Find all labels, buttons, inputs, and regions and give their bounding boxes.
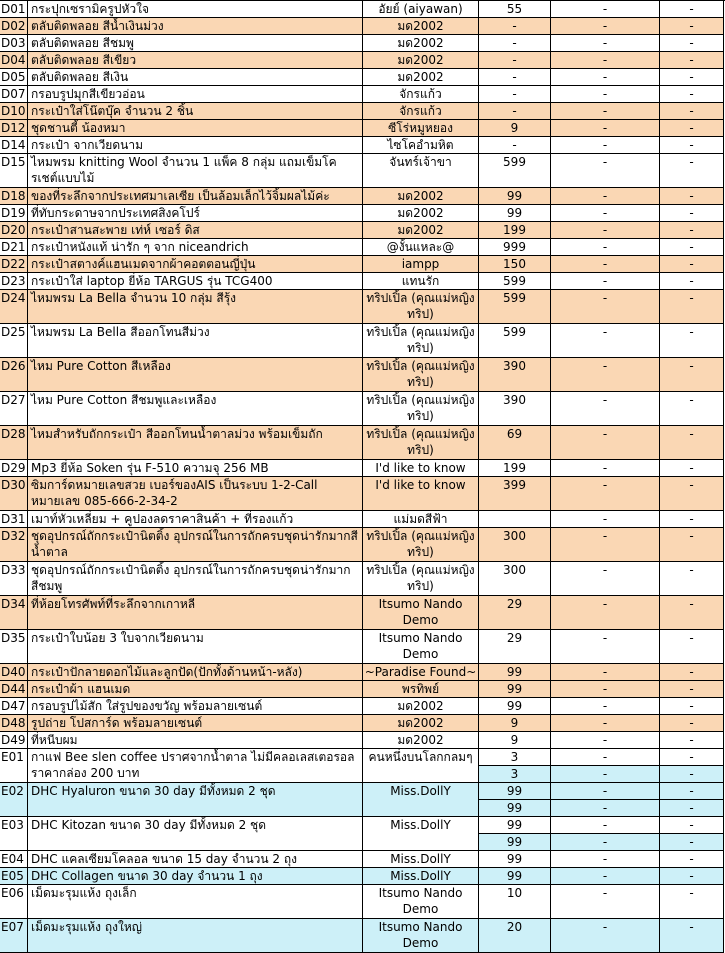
price-cell: 99 xyxy=(479,205,551,222)
item-description-cell: กระเป๋าใส่โน๊ตบุ๊ค จำนวน 2 ชิ้น xyxy=(28,103,363,120)
price-cell: 599 xyxy=(479,273,551,290)
status-cell: - xyxy=(551,273,660,290)
table-row xyxy=(0,885,725,919)
seller-cell: Miss.DollY xyxy=(363,817,479,851)
note-cell: - xyxy=(660,1,724,18)
price-cell: 9 xyxy=(479,732,551,749)
item-description-cell: กระเป๋าสานสะพาย เท่ห์ เซอร์ ดิส xyxy=(28,222,363,239)
table-row xyxy=(0,698,725,715)
price-cell xyxy=(479,817,551,851)
price-cell: 99 xyxy=(479,664,551,681)
seller-cell: Miss.DollY xyxy=(363,851,479,868)
table-row xyxy=(0,256,725,273)
note-cell-bottom: - xyxy=(660,834,723,851)
table-row xyxy=(0,273,725,290)
item-description-cell: ซิมการ์ดหมายเลขสวย เบอร์ของAIS เป็นระบบ 1-2-Call หมายเลข 085-666-2-34-2 xyxy=(28,477,363,511)
price-cell: 599 xyxy=(479,290,551,324)
note-cell xyxy=(660,783,724,817)
price-cell: - xyxy=(479,137,551,154)
item-code-cell: D19 xyxy=(0,205,28,222)
table-row xyxy=(0,732,725,749)
table-row xyxy=(0,120,725,137)
item-code-cell: D23 xyxy=(0,273,28,290)
item-description-cell: กระเป๋าใส่ laptop ยี่ห้อ TARGUS รุ่น TCG400 xyxy=(28,273,363,290)
note-cell: - xyxy=(660,715,724,732)
price-cell: 199 xyxy=(479,460,551,477)
seller-cell: Itsumo Nando Demo xyxy=(363,596,479,630)
table-row xyxy=(0,52,725,69)
note-cell: - xyxy=(660,596,724,630)
status-cell: - xyxy=(551,137,660,154)
status-cell: - xyxy=(551,1,660,18)
status-cell: - xyxy=(551,630,660,664)
status-cell: - xyxy=(551,52,660,69)
table-row xyxy=(0,137,725,154)
item-code-cell: D24 xyxy=(0,290,28,324)
item-code-cell: D48 xyxy=(0,715,28,732)
seller-cell: จักรแก้ว xyxy=(363,86,479,103)
note-cell: - xyxy=(660,273,724,290)
price-cell: 99 xyxy=(479,851,551,868)
item-description-cell: กระปุกเซรามิครูปหัวใจ xyxy=(28,1,363,18)
table-row xyxy=(0,222,725,239)
price-cell: - xyxy=(479,69,551,86)
price-cell: 9 xyxy=(479,120,551,137)
seller-cell: มด2002 xyxy=(363,698,479,715)
item-code-cell: D10 xyxy=(0,103,28,120)
status-cell: - xyxy=(551,562,660,596)
price-cell: 390 xyxy=(479,392,551,426)
seller-cell: @งั้นแหละ@ xyxy=(363,239,479,256)
table-row xyxy=(0,528,725,562)
table-row xyxy=(0,358,725,392)
table-row xyxy=(0,18,725,35)
seller-cell: Itsumo Nando Demo xyxy=(363,885,479,919)
price-cell: 20 xyxy=(479,919,551,953)
table-row xyxy=(0,562,725,596)
status-cell xyxy=(551,783,660,817)
item-code-cell: D27 xyxy=(0,392,28,426)
note-cell: - xyxy=(660,154,724,188)
table-row xyxy=(0,817,725,851)
item-code-cell: D35 xyxy=(0,630,28,664)
item-code-cell: D05 xyxy=(0,69,28,86)
seller-cell: มด2002 xyxy=(363,715,479,732)
item-code-cell: D03 xyxy=(0,35,28,52)
price-cell: 599 xyxy=(479,324,551,358)
item-code-cell: D18 xyxy=(0,188,28,205)
price-cell: 29 xyxy=(479,596,551,630)
status-cell: - xyxy=(551,120,660,137)
price-cell-top: 3 xyxy=(479,749,550,766)
item-description-cell: กาแฟ Bee slen coffee ปราศจากน้ำตาล ไม่มีคลอเลสเตอรอล ราคากล่อง 200 บาท xyxy=(28,749,363,783)
note-cell: - xyxy=(660,477,724,511)
item-code-cell: D47 xyxy=(0,698,28,715)
item-description-cell: ชุดอุปกรณ์ถักกระเป๋านิตติ้ง อุปกรณ์ในการถักครบชุดน่ารักมากสีน้ำตาล xyxy=(28,528,363,562)
item-description-cell: กระเป๋าปักลายดอกไม้และลูกปัด(ปักทั้งด้านหน้า-หลัง) xyxy=(28,664,363,681)
note-cell: - xyxy=(660,630,724,664)
status-cell: - xyxy=(551,35,660,52)
status-cell: - xyxy=(551,154,660,188)
table-row xyxy=(0,851,725,868)
note-cell: - xyxy=(660,52,724,69)
item-description-cell: DHC Kitozan ขนาด 30 day มีทั้งหมด 2 ชุด xyxy=(28,817,363,851)
table-row xyxy=(0,239,725,256)
seller-cell: มด2002 xyxy=(363,732,479,749)
item-description-cell: กรอบรูปไม้สัก ใส่รูปของขวัญ พร้อมลายเซนต์ xyxy=(28,698,363,715)
seller-cell: มด2002 xyxy=(363,35,479,52)
item-code-cell: D30 xyxy=(0,477,28,511)
note-cell-top: - xyxy=(660,783,723,800)
seller-cell: มด2002 xyxy=(363,69,479,86)
price-cell xyxy=(479,783,551,817)
seller-cell: ทริปเปิ้ล (คุณแม่หญิงทริป) xyxy=(363,290,479,324)
price-cell: 55 xyxy=(479,1,551,18)
seller-cell: ทริปเปิ้ล (คุณแม่หญิงทริป) xyxy=(363,426,479,460)
note-cell: - xyxy=(660,460,724,477)
seller-cell: อัยย์ (aiyawan) xyxy=(363,1,479,18)
item-code-cell: D21 xyxy=(0,239,28,256)
note-cell: - xyxy=(660,868,724,885)
price-cell: - xyxy=(479,18,551,35)
seller-cell: คนหนึ่งบนโลกกลมๆ xyxy=(363,749,479,783)
table-row xyxy=(0,205,725,222)
item-code-cell: E07 xyxy=(0,919,28,953)
note-cell: - xyxy=(660,188,724,205)
price-cell: 29 xyxy=(479,630,551,664)
item-code-cell: D40 xyxy=(0,664,28,681)
status-cell: - xyxy=(551,681,660,698)
seller-cell: Miss.DollY xyxy=(363,783,479,817)
item-code-cell: E04 xyxy=(0,851,28,868)
item-code-cell: D15 xyxy=(0,154,28,188)
table-row xyxy=(0,188,725,205)
status-cell: - xyxy=(551,477,660,511)
seller-cell: ทริปเปิ้ล (คุณแม่หญิงทริป) xyxy=(363,562,479,596)
price-cell: 199 xyxy=(479,222,551,239)
item-code-cell: E02 xyxy=(0,783,28,817)
seller-cell: ซีโร่หมูหยอง xyxy=(363,120,479,137)
item-code-cell: D07 xyxy=(0,86,28,103)
item-description-cell: เม็ดมะรุมแห้ง ถุงเล็ก xyxy=(28,885,363,919)
status-cell-top: - xyxy=(551,749,659,766)
note-cell: - xyxy=(660,885,724,919)
price-cell xyxy=(479,511,551,528)
seller-cell: Itsumo Nando Demo xyxy=(363,919,479,953)
item-description-cell: กระเป๋า จากเวียดนาม xyxy=(28,137,363,154)
note-cell: - xyxy=(660,222,724,239)
price-cell: 999 xyxy=(479,239,551,256)
item-code-cell: D04 xyxy=(0,52,28,69)
status-cell-bottom: - xyxy=(551,800,659,817)
item-description-cell: ตลับติดพลอย สีเขียว xyxy=(28,52,363,69)
price-cell-bottom: 99 xyxy=(479,800,550,817)
item-description-cell: ตลับติดพลอย สีชมพู xyxy=(28,35,363,52)
item-description-cell: ชุดชานตี้ น้องหมา xyxy=(28,120,363,137)
item-code-cell: D22 xyxy=(0,256,28,273)
note-cell: - xyxy=(660,290,724,324)
price-cell: - xyxy=(479,52,551,69)
seller-cell: ~Paradise Found~ xyxy=(363,664,479,681)
item-description-cell: ไหม Pure Cotton สีเหลือง xyxy=(28,358,363,392)
seller-cell: มด2002 xyxy=(363,188,479,205)
status-cell: - xyxy=(551,222,660,239)
item-code-cell: D14 xyxy=(0,137,28,154)
item-description-cell: ที่หนีบผม xyxy=(28,732,363,749)
seller-cell: ไซโคอำมหิต xyxy=(363,137,479,154)
item-description-cell: ไหมพรม La Bella จำนวน 10 กลุ่ม สีรุ้ง xyxy=(28,290,363,324)
seller-cell: ทริปเปิ้ล (คุณแม่หญิงทริป) xyxy=(363,324,479,358)
seller-cell: จักรแก้ว xyxy=(363,103,479,120)
note-cell: - xyxy=(660,511,724,528)
note-cell: - xyxy=(660,851,724,868)
note-cell: - xyxy=(660,324,724,358)
seller-cell: มด2002 xyxy=(363,52,479,69)
table-row xyxy=(0,290,725,324)
item-description-cell: กระเป๋าใบน้อย 3 ใบจากเวียดนาม xyxy=(28,630,363,664)
item-description-cell: ที่ห้อยโทรศัพท์ที่ระลึกจากเกาหลี xyxy=(28,596,363,630)
item-code-cell: D28 xyxy=(0,426,28,460)
item-code-cell: D34 xyxy=(0,596,28,630)
note-cell: - xyxy=(660,698,724,715)
table-row xyxy=(0,919,725,953)
note-cell: - xyxy=(660,426,724,460)
item-code-cell: D44 xyxy=(0,681,28,698)
item-description-cell: ไหมพรม La Bella สีออกโทนสีม่วง xyxy=(28,324,363,358)
item-description-cell: กระเป๋าผ้า แฮนเมด xyxy=(28,681,363,698)
note-cell: - xyxy=(660,205,724,222)
status-cell: - xyxy=(551,528,660,562)
item-description-cell: ตลับติดพลอย สีเงิน xyxy=(28,69,363,86)
seller-cell: พรทิพย์ xyxy=(363,681,479,698)
item-description-cell: DHC Collagen ขนาด 30 day จำนวน 1 ถุง xyxy=(28,868,363,885)
status-cell: - xyxy=(551,103,660,120)
price-cell: 300 xyxy=(479,528,551,562)
status-cell: - xyxy=(551,664,660,681)
item-description-cell: ไหมสำหรับถักกระเป๋า สีออกโทนน้ำตาลม่วง พร้อมเข็มถัก xyxy=(28,426,363,460)
item-description-cell: DHC แคลเซียมโคลอล ขนาด 15 day จำนวน 2 ถุง xyxy=(28,851,363,868)
status-cell: - xyxy=(551,86,660,103)
status-cell-top: - xyxy=(551,783,659,800)
note-cell: - xyxy=(660,120,724,137)
table-row xyxy=(0,154,725,188)
item-description-cell: ไหม Pure Cotton สีชมพูและเหลือง xyxy=(28,392,363,426)
price-cell: 599 xyxy=(479,154,551,188)
seller-cell: Itsumo Nando Demo xyxy=(363,630,479,664)
seller-cell: ทริปเปิ้ล (คุณแม่หญิงทริป) xyxy=(363,392,479,426)
table-row xyxy=(0,868,725,885)
seller-cell: iampp xyxy=(363,256,479,273)
status-cell-top: - xyxy=(551,817,659,834)
table-row xyxy=(0,392,725,426)
price-cell xyxy=(479,749,551,783)
note-cell: - xyxy=(660,358,724,392)
status-cell: - xyxy=(551,205,660,222)
item-description-cell: ไหมพรม knitting Wool จำนวน 1 แพ็ค 8 กลุ่ม แถมเข็มโครเชต์แบบไม้ xyxy=(28,154,363,188)
note-cell: - xyxy=(660,528,724,562)
seller-cell: จันทร์เจ้าขา xyxy=(363,154,479,188)
price-cell: 99 xyxy=(479,188,551,205)
price-cell: 300 xyxy=(479,562,551,596)
item-code-cell: D49 xyxy=(0,732,28,749)
item-code-cell: E05 xyxy=(0,868,28,885)
note-cell-bottom: - xyxy=(660,800,723,817)
status-cell: - xyxy=(551,69,660,86)
note-cell: - xyxy=(660,86,724,103)
note-cell: - xyxy=(660,18,724,35)
price-cell: 150 xyxy=(479,256,551,273)
price-cell: 99 xyxy=(479,868,551,885)
item-code-cell: D26 xyxy=(0,358,28,392)
item-description-cell: ของที่ระลึกจากประเทศมาเลเซีย เป็นล้อมเล็กไว้จิ้มผลไม้ค่ะ xyxy=(28,188,363,205)
note-cell: - xyxy=(660,664,724,681)
price-cell: - xyxy=(479,103,551,120)
table-row xyxy=(0,596,725,630)
table-row xyxy=(0,1,725,18)
status-cell: - xyxy=(551,290,660,324)
price-cell: 390 xyxy=(479,358,551,392)
note-cell: - xyxy=(660,562,724,596)
item-code-cell: D29 xyxy=(0,460,28,477)
table-row xyxy=(0,426,725,460)
table-row xyxy=(0,749,725,783)
status-cell xyxy=(551,817,660,851)
note-cell: - xyxy=(660,137,724,154)
note-cell: - xyxy=(660,681,724,698)
table-row xyxy=(0,103,725,120)
item-code-cell: D20 xyxy=(0,222,28,239)
table-row xyxy=(0,681,725,698)
table-row xyxy=(0,35,725,52)
item-description-cell: กระเป๋าสตางค์แฮนเมดจากผ้าคอตตอนญี่ปุ่น xyxy=(28,256,363,273)
status-cell: - xyxy=(551,511,660,528)
table-row xyxy=(0,511,725,528)
item-code-cell: D12 xyxy=(0,120,28,137)
status-cell: - xyxy=(551,698,660,715)
note-cell: - xyxy=(660,392,724,426)
seller-cell: แทนรัก xyxy=(363,273,479,290)
note-cell: - xyxy=(660,239,724,256)
price-cell: 10 xyxy=(479,885,551,919)
price-cell: - xyxy=(479,35,551,52)
note-cell: - xyxy=(660,732,724,749)
status-cell: - xyxy=(551,851,660,868)
status-cell: - xyxy=(551,239,660,256)
status-cell: - xyxy=(551,919,660,953)
status-cell: - xyxy=(551,596,660,630)
item-description-cell: กระเป๋าหนังแท้ น่ารัก ๆ จาก niceandrich xyxy=(28,239,363,256)
status-cell: - xyxy=(551,324,660,358)
seller-cell: I'd like to know xyxy=(363,477,479,511)
status-cell: - xyxy=(551,715,660,732)
note-cell-top: - xyxy=(660,817,723,834)
item-description-cell: กรอบรูปมุกสีเขียวอ่อน xyxy=(28,86,363,103)
status-cell xyxy=(551,749,660,783)
note-cell: - xyxy=(660,103,724,120)
price-cell: 99 xyxy=(479,698,551,715)
price-cell: 399 xyxy=(479,477,551,511)
item-description-cell: เม็ดมะรุมแห้ง ถุงใหญ่ xyxy=(28,919,363,953)
note-cell: - xyxy=(660,69,724,86)
table-row xyxy=(0,460,725,477)
item-description-cell: Mp3 ยี่ห้อ Soken รุ่น F-510 ความจุ 256 MB xyxy=(28,460,363,477)
table-row xyxy=(0,324,725,358)
seller-cell: ทริปเปิ้ล (คุณแม่หญิงทริป) xyxy=(363,528,479,562)
seller-cell: ทริปเปิ้ล (คุณแม่หญิงทริป) xyxy=(363,358,479,392)
item-code-cell: D25 xyxy=(0,324,28,358)
item-description-cell: DHC Hyaluron ขนาด 30 day มีทั้งหมด 2 ชุด xyxy=(28,783,363,817)
seller-cell: แม่มดสีฟ้า xyxy=(363,511,479,528)
price-cell: - xyxy=(479,86,551,103)
price-cell-top: 99 xyxy=(479,783,550,800)
note-cell: - xyxy=(660,35,724,52)
note-cell xyxy=(660,817,724,851)
table-row xyxy=(0,630,725,664)
seller-cell: มด2002 xyxy=(363,205,479,222)
item-code-cell: D32 xyxy=(0,528,28,562)
note-cell-top: - xyxy=(660,749,723,766)
table-row xyxy=(0,86,725,103)
item-code-cell: D02 xyxy=(0,18,28,35)
item-code-cell: E03 xyxy=(0,817,28,851)
note-cell: - xyxy=(660,256,724,273)
item-code-cell: E01 xyxy=(0,749,28,783)
status-cell: - xyxy=(551,256,660,273)
item-code-cell: D33 xyxy=(0,562,28,596)
status-cell: - xyxy=(551,868,660,885)
price-cell: 69 xyxy=(479,426,551,460)
seller-cell: มด2002 xyxy=(363,18,479,35)
price-cell: 9 xyxy=(479,715,551,732)
table-row xyxy=(0,783,725,817)
note-cell-bottom: - xyxy=(660,766,723,783)
price-cell-bottom: 99 xyxy=(479,834,550,851)
seller-cell: มด2002 xyxy=(363,222,479,239)
table-row xyxy=(0,715,725,732)
price-cell-top: 99 xyxy=(479,817,550,834)
status-cell: - xyxy=(551,460,660,477)
status-cell: - xyxy=(551,392,660,426)
note-cell xyxy=(660,749,724,783)
status-cell-bottom: - xyxy=(551,766,659,783)
table-row xyxy=(0,477,725,511)
item-description-cell: ชุดอุปกรณ์ถักกระเป๋านิตติ้ง อุปกรณ์ในการถักครบชุดน่ารักมากสีชมพู xyxy=(28,562,363,596)
status-cell: - xyxy=(551,358,660,392)
item-description-cell: เมาท์หัวเหลี่ยม + คูปองลดราคาสินค้า + ที่รองแก้ว xyxy=(28,511,363,528)
status-cell: - xyxy=(551,188,660,205)
note-cell: - xyxy=(660,919,724,953)
seller-cell: I'd like to know xyxy=(363,460,479,477)
item-description-cell: ที่ทับกระดาษจากประเทศสิงคโปร์ xyxy=(28,205,363,222)
table-row xyxy=(0,664,725,681)
item-description-cell: ตลับติดพลอย สีน้ำเงินม่วง xyxy=(28,18,363,35)
item-code-cell: D31 xyxy=(0,511,28,528)
status-cell-bottom: - xyxy=(551,834,659,851)
item-description-cell: รูปถ่าย โปสการ์ด พร้อมลายเซนต์ xyxy=(28,715,363,732)
status-cell: - xyxy=(551,732,660,749)
item-code-cell: D01 xyxy=(0,1,28,18)
status-cell: - xyxy=(551,426,660,460)
status-cell: - xyxy=(551,885,660,919)
price-cell: 99 xyxy=(479,681,551,698)
table-row xyxy=(0,69,725,86)
status-cell: - xyxy=(551,18,660,35)
seller-cell: Miss.DollY xyxy=(363,868,479,885)
item-code-cell: E06 xyxy=(0,885,28,919)
price-cell-bottom: 3 xyxy=(479,766,550,783)
